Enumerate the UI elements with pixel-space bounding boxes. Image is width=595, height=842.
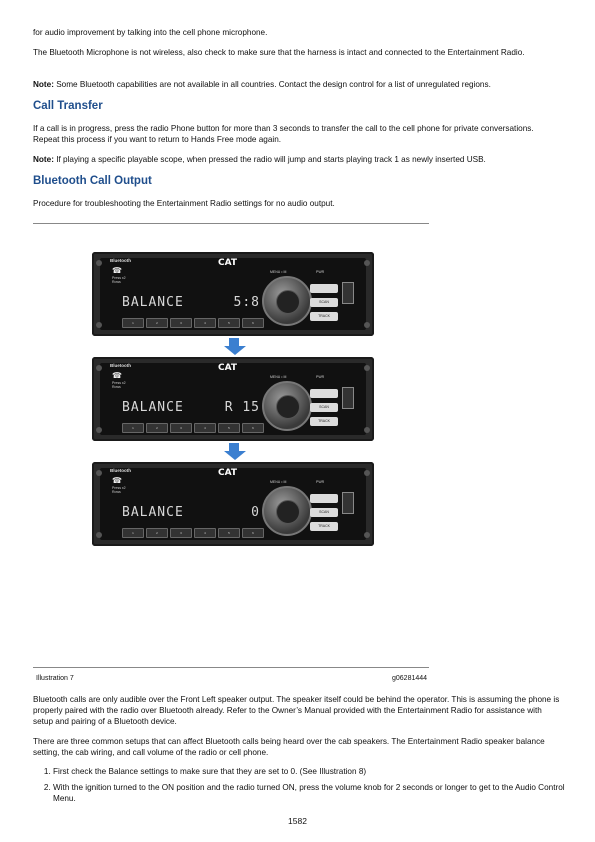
paragraph-intro-tail: for audio improvement by talking into the cell phone microphone. — [33, 28, 268, 37]
steps-list — [33, 766, 581, 809]
scan-button: SCAN — [310, 403, 338, 412]
pwr-button — [310, 284, 338, 293]
preset-button: 6 — [242, 528, 264, 538]
note-label: Note: — [33, 155, 54, 164]
screw — [96, 470, 102, 476]
down-arrow-icon — [224, 338, 244, 355]
preset-button: 2 — [146, 423, 168, 433]
preset-button: 6 — [242, 318, 264, 328]
paragraph-front-left: Bluetooth calls are only audible over the Front Left speaker output. The speaker itself could be behind the operator. This is assuming the phone is properly paired with the radio over Bluetooth already. Refer to the Owner’s Manual provided with the Entertainment Radio for assistance with setup and pairing of a Bluetooth device. — [33, 695, 560, 726]
screw — [364, 532, 370, 538]
pwr-button — [310, 389, 338, 398]
scan-button: SCAN — [310, 508, 338, 517]
volume-knob — [262, 276, 312, 326]
figure-code: g06281444 — [392, 675, 428, 682]
phone-icon: ☎ — [112, 371, 122, 380]
preset-button: 3 — [170, 423, 192, 433]
phone-icon: ☎ — [112, 266, 122, 275]
radio-display — [122, 504, 260, 522]
figure-caption: Illustration 7 — [36, 675, 74, 682]
radio-panel — [92, 462, 374, 546]
paragraph-mic-note: The Bluetooth Microphone is not wireless, also check to make sure that the harness is intact and connected to the Entertainment Radio. — [33, 48, 525, 57]
preset-button: 3 — [170, 318, 192, 328]
note-regions — [33, 79, 561, 90]
pwr-button — [310, 494, 338, 503]
preset-button: 5 — [218, 528, 240, 538]
radio-display — [122, 399, 260, 417]
press-label: Press x2 Rows — [112, 486, 126, 494]
track-button: TRACK — [310, 312, 338, 321]
display-label: BALANCE — [122, 295, 184, 310]
display-label: BALANCE — [122, 400, 184, 415]
preset-button: 4 — [194, 528, 216, 538]
preset-button: 4 — [194, 423, 216, 433]
preset-button: 1 — [122, 528, 144, 538]
paragraph-call-transfer: If a call is in progress, press the radio Phone button for more than 3 seconds to transfer the call to the cell phone for private conversations. Repeat this process if you want to return to Hands Free mode again. — [33, 124, 534, 144]
preset-button: 3 — [170, 528, 192, 538]
figure-top-rule — [33, 223, 429, 224]
cat-logo: CAT — [218, 258, 238, 268]
display-label: BALANCE — [122, 505, 184, 520]
screw — [364, 365, 370, 371]
step-item: 1. First check the Balance settings to make sure that they are set to 0. (See Illustration 8) — [53, 766, 581, 777]
down-arrow-icon — [224, 443, 244, 460]
track-button: TRACK — [310, 417, 338, 426]
screw — [96, 260, 102, 266]
screw — [96, 365, 102, 371]
bluetooth-label: Bluetooth — [110, 258, 131, 263]
radio-panel — [92, 252, 374, 336]
press-label: Press x2 Rows — [112, 276, 126, 284]
heading-call-transfer: Call Transfer — [33, 100, 103, 112]
illustration-radio-balance — [92, 252, 374, 546]
phone-icon: ☎ — [112, 476, 122, 485]
preset-button: 5 — [218, 423, 240, 433]
display-value: 0 — [251, 505, 260, 520]
screw — [96, 532, 102, 538]
radio-display — [122, 294, 260, 312]
screw — [364, 260, 370, 266]
menu-label: MENU • M — [270, 270, 287, 274]
screw — [364, 470, 370, 476]
cat-logo: CAT — [218, 468, 238, 478]
preset-button: 2 — [146, 528, 168, 538]
track-button: TRACK — [310, 522, 338, 531]
volume-knob — [262, 486, 312, 536]
usb-slot — [342, 492, 354, 514]
cat-logo: CAT — [218, 363, 238, 373]
preset-button: 6 — [242, 423, 264, 433]
preset-button: 4 — [194, 318, 216, 328]
preset-button: 5 — [218, 318, 240, 328]
radio-panel — [92, 357, 374, 441]
page-number: 1582 — [288, 816, 307, 826]
preset-button: 1 — [122, 318, 144, 328]
note-text: If playing a specific playable scope, when pressed the radio will jump and starts playing track 1 as newly inserted USB. — [53, 155, 486, 164]
paragraph-output-procedure: Procedure for troubleshooting the Entertainment Radio settings for no audio output. — [33, 199, 335, 208]
note-text: Some Bluetooth capabilities are not available in all countries. Contact the design control for a list of unregulated regions. — [53, 80, 491, 89]
note-label: Note: — [33, 80, 54, 89]
step-item: 2. With the ignition turned to the ON position and the radio turned ON, press the volume knob for 2 seconds or longer to get to the Audio Control Menu. — [53, 782, 581, 804]
menu-label: MENU • M — [270, 480, 287, 484]
screw — [96, 322, 102, 328]
note-usb — [33, 154, 561, 165]
scan-button: SCAN — [310, 298, 338, 307]
preset-button: 2 — [146, 318, 168, 328]
bluetooth-label: Bluetooth — [110, 363, 131, 368]
usb-slot — [342, 282, 354, 304]
screw — [96, 427, 102, 433]
usb-slot — [342, 387, 354, 409]
screw — [364, 427, 370, 433]
menu-label: MENU • M — [270, 375, 287, 379]
pwr-label: PWR — [316, 375, 325, 379]
press-label: Press x2 Rows — [112, 381, 126, 389]
paragraph-common-setups: There are three common setups that can affect Bluetooth calls being heard over the cab speakers. The Entertainment Radio speaker balance setting, the cab wiring, and call volume of the radio or cell phone. — [33, 737, 545, 757]
volume-knob — [262, 381, 312, 431]
display-value: R 15 — [224, 400, 260, 415]
figure-bottom-rule — [33, 667, 429, 668]
pwr-label: PWR — [316, 480, 325, 484]
preset-button: 1 — [122, 423, 144, 433]
heading-call-output: Bluetooth Call Output — [33, 175, 152, 187]
display-value: 5:8 — [233, 295, 260, 310]
pwr-label: PWR — [316, 270, 325, 274]
screw — [364, 322, 370, 328]
bluetooth-label: Bluetooth — [110, 468, 131, 473]
